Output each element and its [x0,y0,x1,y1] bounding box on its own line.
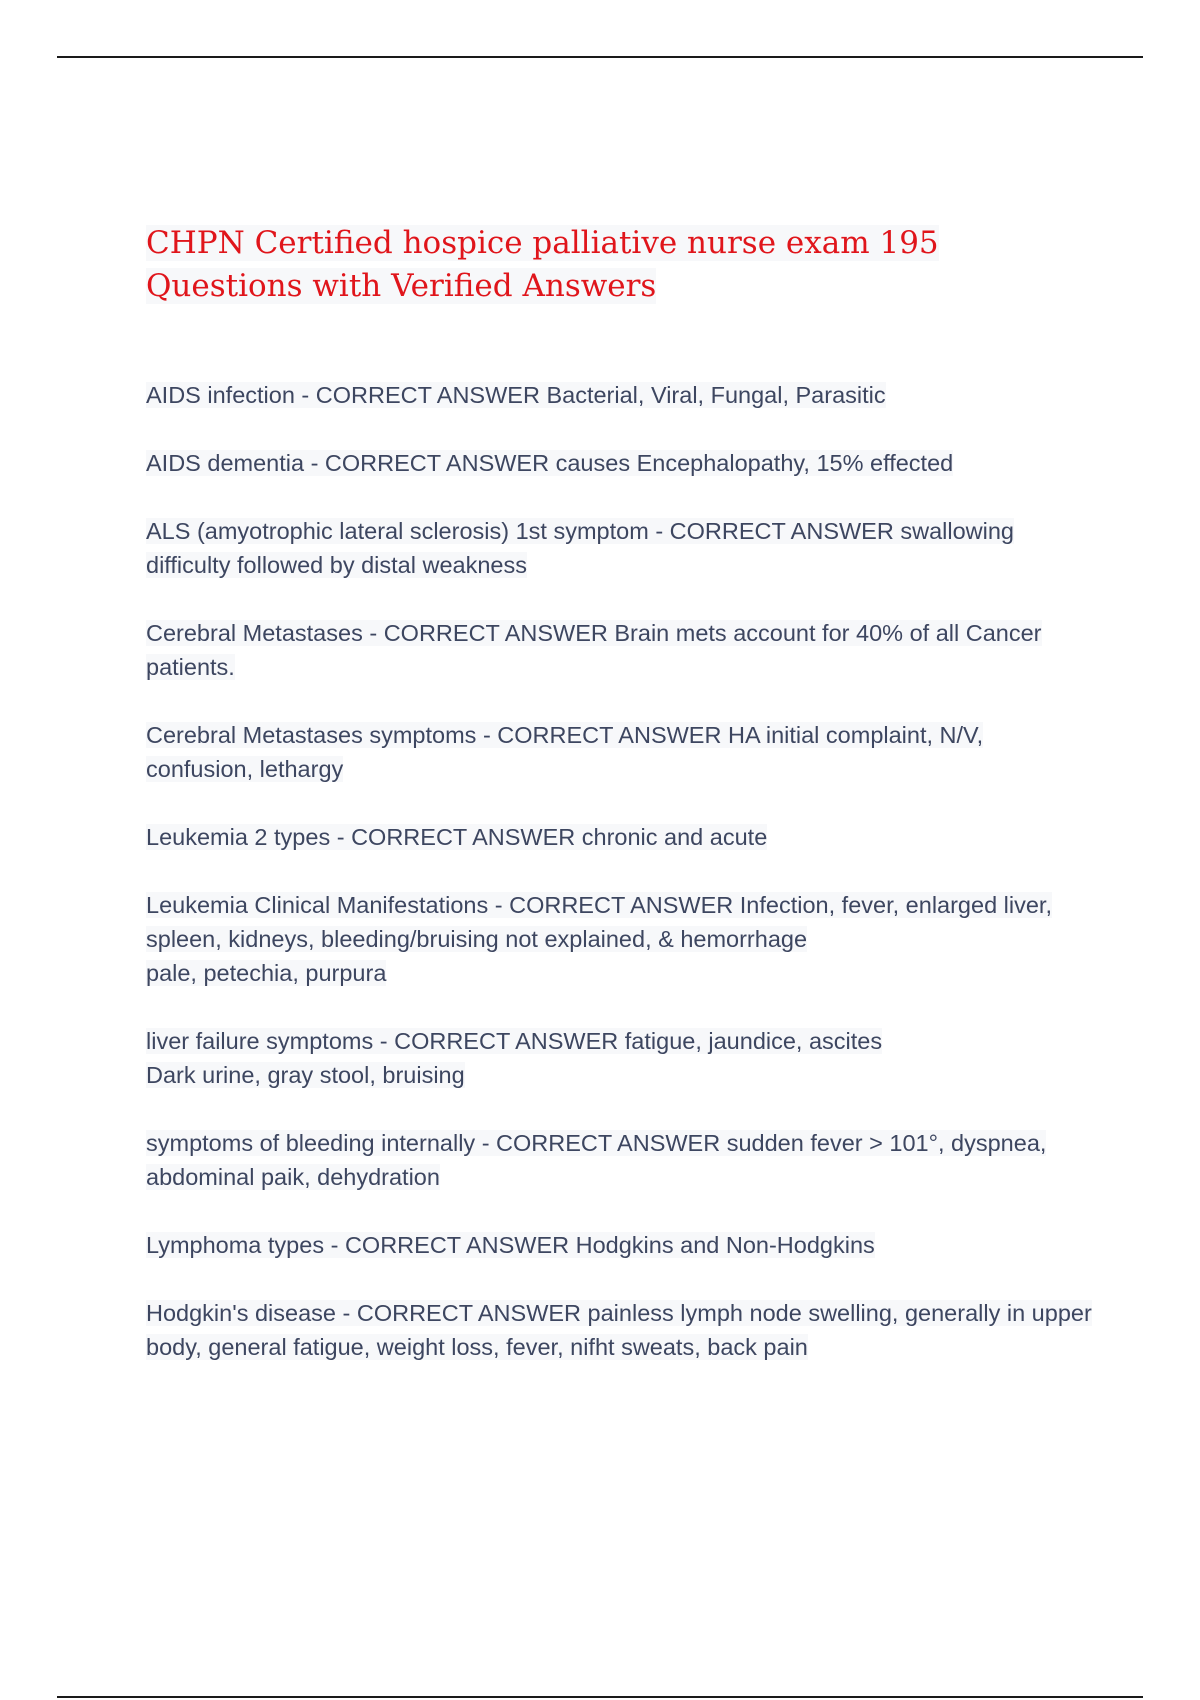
qa-entry: Cerebral Metastases symptoms - CORRECT ANSWER HA initial complaint, N/V, confusion, lethargy [146,722,984,782]
qa-entry: symptoms of bleeding internally - CORRECT ANSWER sudden fever > 101°, dyspnea, abdominal paik, dehydration [146,1130,1047,1190]
qa-entry: Cerebral Metastases - CORRECT ANSWER Brain mets account for 40% of all Cancer patients. [146,620,1042,680]
qa-entry: Leukemia 2 types - CORRECT ANSWER chronic and acute [146,824,768,850]
top-rule [57,56,1143,58]
bottom-rule [57,1696,1143,1698]
document-title-text: CHPN Certified hospice palliative nurse exam 195 Questions with Verified Answers [146,225,939,304]
qa-entry: AIDS infection - CORRECT ANSWER Bacterial, Viral, Fungal, Parasitic [146,382,886,408]
document-body [146,222,1096,1398]
qa-entry: Leukemia Clinical Manifestations - CORRECT ANSWER Infection, fever, enlarged liver, spleen, kidneys, bleeding/bruising not explained, & hemorrhage pale, petechia, purpura [146,892,1052,986]
document-title [146,222,1096,308]
qa-entry: Hodgkin's disease - CORRECT ANSWER painless lymph node swelling, generally in upper body, general fatigue, weight loss, fever, nifht sweats, back pain [146,1300,1092,1360]
qa-entry: AIDS dementia - CORRECT ANSWER causes Encephalopathy, 15% effected [146,450,954,476]
qa-entry: liver failure symptoms - CORRECT ANSWER fatigue, jaundice, ascites Dark urine, gray stool, bruising [146,1028,883,1088]
qa-entry: Lymphoma types - CORRECT ANSWER Hodgkins and Non-Hodgkins [146,1232,875,1258]
qa-entry: ALS (amyotrophic lateral sclerosis) 1st symptom - CORRECT ANSWER swallowing difficulty followed by distal weakness [146,518,1014,578]
